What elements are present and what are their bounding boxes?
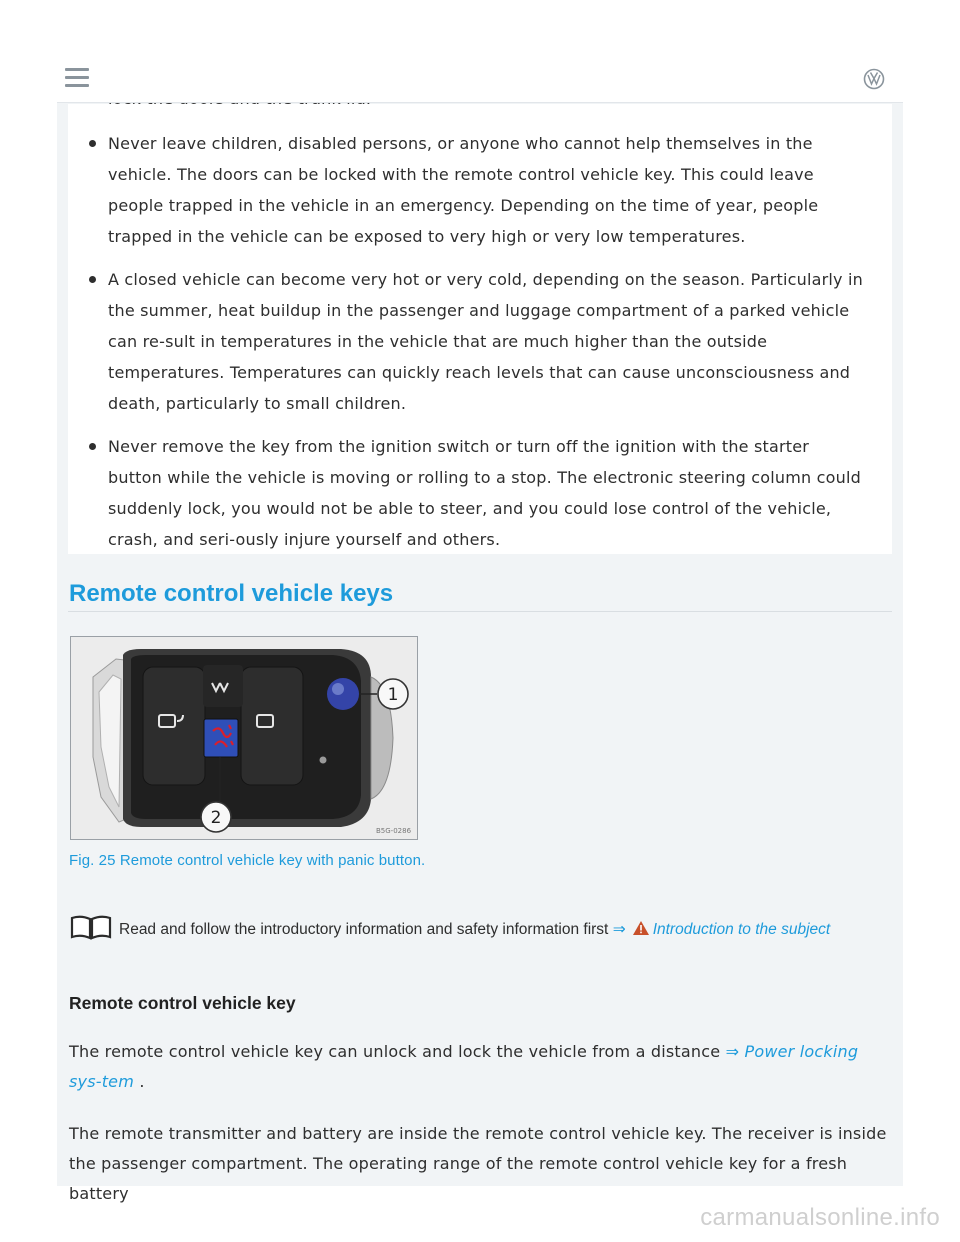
figure-code: B5G-0286 — [376, 827, 412, 835]
figure-caption: Fig. 25 Remote control vehicle key with panic button. — [69, 852, 426, 869]
para1-arrow: ⇒ — [725, 1042, 740, 1061]
intro-paragraph — [69, 914, 889, 943]
top-bar — [57, 0, 903, 103]
section-divider — [68, 611, 892, 612]
round-button — [327, 678, 359, 710]
callout-1-label: 1 — [387, 685, 399, 705]
hamburger-menu-icon[interactable] — [65, 68, 89, 88]
warning-box — [68, 104, 892, 554]
vw-logo-icon[interactable] — [863, 68, 885, 90]
para1-end: . — [139, 1072, 145, 1091]
key-figure — [70, 636, 418, 840]
para1-text: The remote control vehicle key can unlock and lock the vehicle from a distance — [69, 1042, 721, 1061]
paragraph-range — [69, 1037, 889, 1097]
book-icon — [69, 914, 113, 940]
intro-arrow: ⇒ — [612, 921, 626, 938]
intro-text: Read and follow the introductory information and safety information first — [119, 921, 609, 938]
warning-triangle-icon — [632, 920, 650, 936]
panic-button — [204, 719, 238, 757]
paragraph-battery: The remote transmitter and battery are inside the remote control vehicle key. The receiver is inside the passenger compartment. The operating range of the remote control vehicle key for a fresh battery — [69, 1124, 887, 1203]
warning-item: A closed vehicle can become very hot or very cold, depending on the season. Particularly in the summer, heat buildup in the passenger and luggage compartment of a parked vehicle can re-sult in temperatures in the vehicle that are much higher than the outside temperatures. Temperatures can quickly reach levels that can cause unconsciousness and death, particularly to small children. — [68, 264, 868, 419]
callout-2-label: 2 — [210, 808, 222, 828]
watermark: carmanualsonline.info — [700, 1204, 940, 1231]
section-title: Remote control vehicle keys — [69, 580, 394, 607]
warning-item: Never remove the key from the ignition switch or turn off the ignition with the starter button while the vehicle is moving or rolling to a stop. The electronic steering column could suddenly lock, you would not be able to steer, and you could lose control of the vehicle, crash, and seri-ously injure yourself and others. — [68, 431, 868, 555]
trunk-button — [203, 665, 243, 707]
introduction-link[interactable]: Introduction to the subject — [652, 921, 831, 938]
led-indicator — [320, 757, 327, 764]
subheading: Remote control vehicle key — [69, 993, 296, 1013]
power-locking-link[interactable]: Power locking sys-tem — [69, 1042, 859, 1091]
key-illustration — [71, 637, 417, 839]
warning-list — [68, 128, 868, 567]
warning-item: Never leave children, disabled persons, or anyone who cannot help themselves in the vehicle. The doors can be locked with the remote control vehicle key. This could leave people trapped in the vehicle in an emergency. Depending on the time of year, people trapped in the vehicle can be exposed to very high or very low temperatures. — [68, 128, 868, 252]
